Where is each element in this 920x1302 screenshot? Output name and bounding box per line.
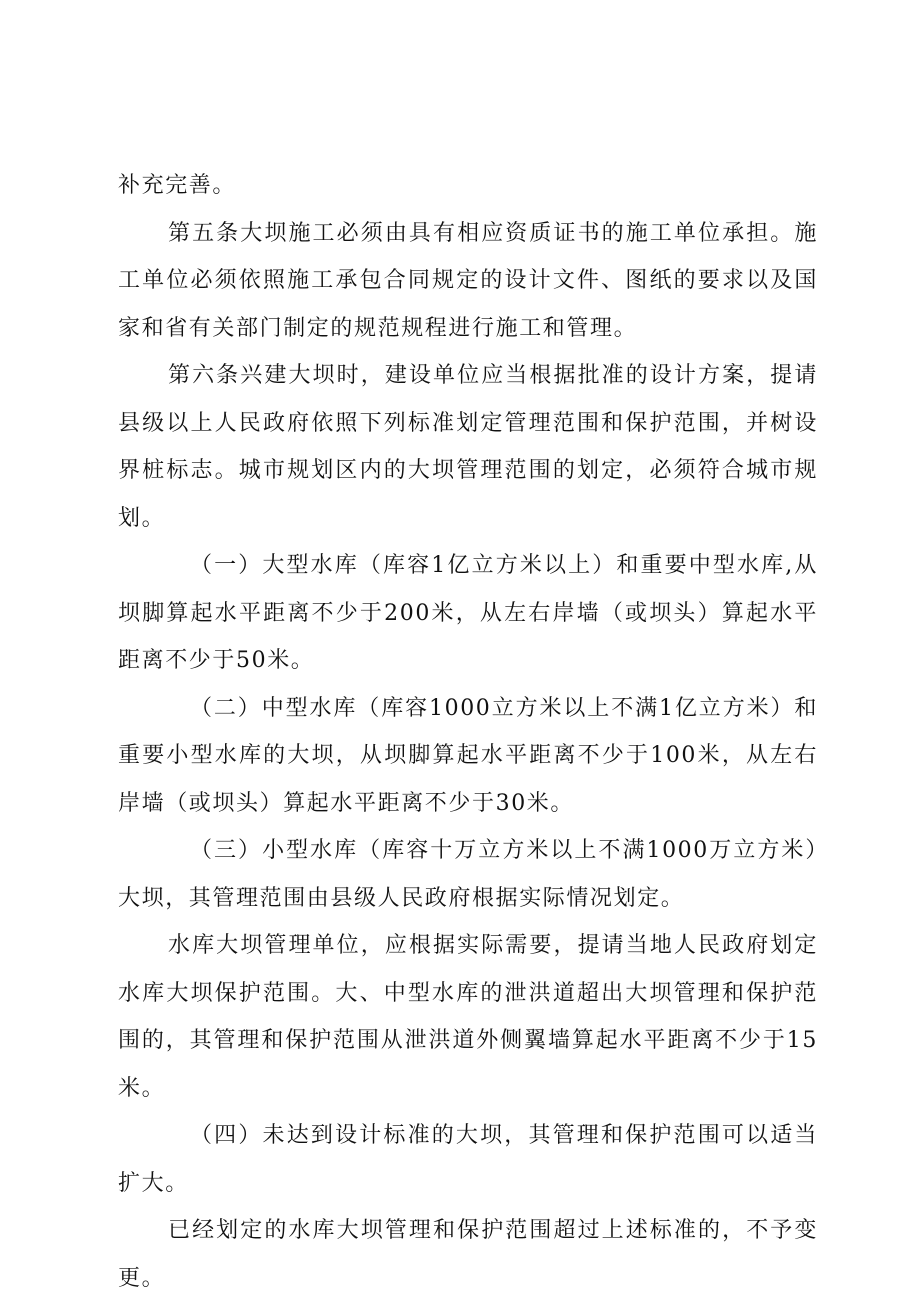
paragraph-continuation: 补充完善。: [118, 173, 237, 198]
paragraph-item-2: （二）中型水库（库容1000立方米以上不满1亿立方米）和重要小型水库的大坝，从坝脚算起水平距离不少于100米，从左右岸墙（或坝头）算起水平距离不少于30米。: [118, 695, 818, 816]
paragraph-item-3: （三）小型水库（库容十万立方米以上不满1000万立方米）大坝，其管理范围由县级人民政府根据实际情况划定。: [118, 838, 818, 911]
paragraph-protection-range: 水库大坝管理单位，应根据实际需要，提请当地人民政府划定水库大坝保护范围。大、中型水库的泄洪道超出大坝管理和保护范围的，其管理和保护范围从泄洪道外侧翼墙算起水平距离不少于15米。: [118, 933, 818, 1101]
paragraph-item-1: （一）大型水库（库容1亿立方米以上）和重要中型水库,从坝脚算起水平距离不少于200米，从左右岸墙（或坝头）算起水平距离不少于50米。: [118, 553, 818, 673]
paragraph-no-change: 已经划定的水库大坝管理和保护范围超过上述标准的，不予变更。: [118, 1218, 818, 1291]
paragraph-item-4: （四）未达到设计标准的大坝，其管理和保护范围可以适当扩大。: [118, 1123, 818, 1196]
paragraph-article-5: 第五条大坝施工必须由具有相应资质证书的施工单位承担。施工单位必须依照施工承包合同规定的设计文件、图纸的要求以及国家和省有关部门制定的规范规程进行施工和管理。: [118, 220, 818, 341]
document-body: [118, 162, 818, 1302]
paragraph-article-6: 第六条兴建大坝时，建设单位应当根据批准的设计方案，提请县级以上人民政府依照下列标准划定管理范围和保护范围，并树设界桩标志。城市规划区内的大坝管理范围的划定，必须符合城市规划。: [118, 363, 818, 531]
